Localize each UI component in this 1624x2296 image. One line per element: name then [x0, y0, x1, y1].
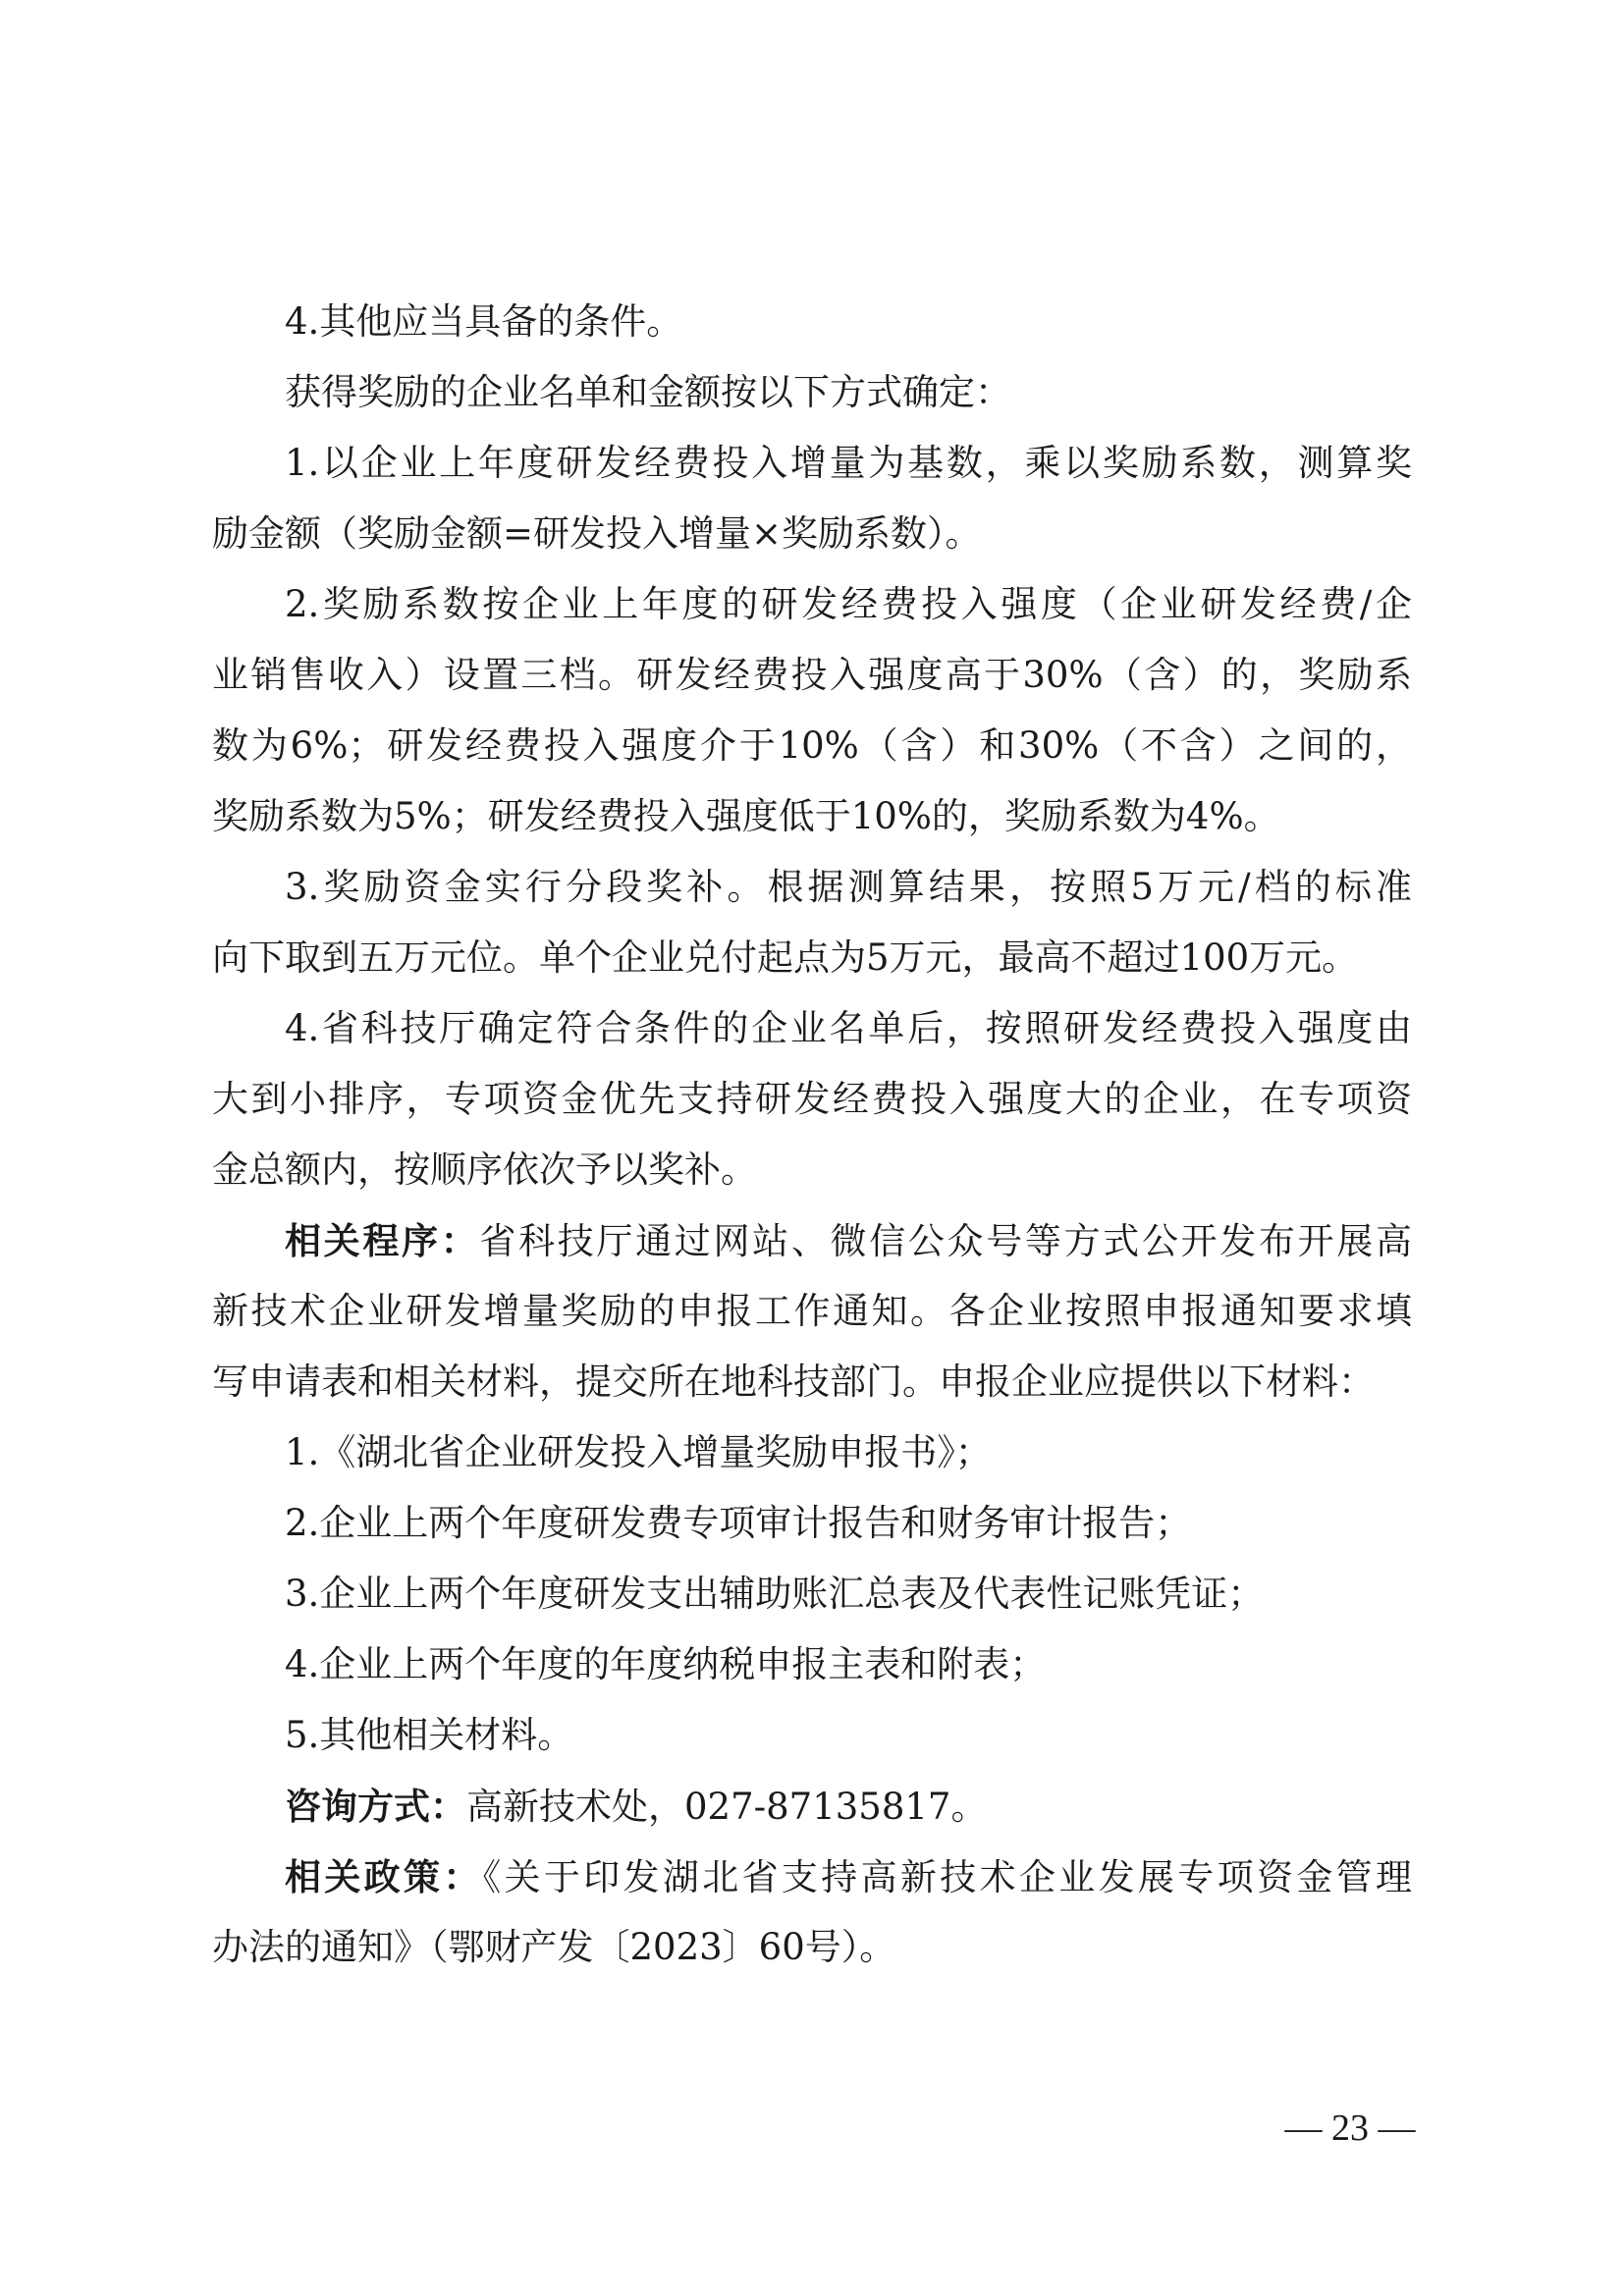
paragraph — [212, 1488, 1412, 1559]
text-line — [212, 1629, 1412, 1700]
line-text: 4.企业上两个年度的年度纳税申报主表和附表； — [285, 1643, 1047, 1685]
text-line — [212, 1912, 1412, 1983]
line-text: 大到小排序，专项资金优先支持研发经费投入强度大的企业，在专项资 — [212, 1078, 1412, 1120]
document-body — [212, 287, 1412, 1983]
text-line — [212, 1347, 1412, 1417]
text-line — [212, 711, 1412, 781]
line-text: 奖励系数为5%；研发经费投入强度低于10%的，奖励系数为4%。 — [212, 795, 1280, 837]
line-text: 办法的通知》（鄂财产发〔2023〕60号）。 — [212, 1926, 896, 1968]
text-line — [212, 1771, 1412, 1842]
text-line — [212, 852, 1412, 923]
line-text: 向下取到五万元位。单个企业兑付起点为5万元，最高不超过100万元。 — [212, 936, 1359, 979]
paragraph — [212, 1629, 1412, 1700]
text-line — [212, 357, 1412, 428]
line-text: 5.其他相关材料。 — [285, 1714, 574, 1756]
text-line — [212, 993, 1412, 1064]
line-text: 4.其他应当具备的条件。 — [285, 300, 683, 343]
paragraph — [212, 1417, 1412, 1488]
text-line — [212, 1276, 1412, 1347]
paragraph — [212, 1205, 1412, 1417]
text-line — [212, 569, 1412, 640]
paragraph — [212, 428, 1412, 569]
line-text: 高新技术处，027-87135817。 — [466, 1786, 988, 1828]
line-text: 《关于印发湖北省支持高新技术企业发展专项资金管理 — [482, 1856, 1412, 1898]
paragraph — [212, 569, 1412, 852]
paragraph — [212, 1842, 1412, 1983]
line-text: 数为6%；研发经费投入强度介于10%（含）和30%（不含）之间的， — [212, 724, 1412, 767]
line-text: 获得奖励的企业名单和金额按以下方式确定： — [285, 371, 1011, 413]
paragraph — [212, 357, 1412, 428]
paragraph — [212, 993, 1412, 1205]
text-line — [212, 923, 1412, 993]
paragraph — [212, 1700, 1412, 1771]
line-text: 新技术企业研发增量奖励的申报工作通知。各企业按照申报通知要求填 — [212, 1290, 1412, 1332]
line-text: 1.以企业上年度研发经费投入增量为基数，乘以奖励系数，测算奖 — [285, 442, 1412, 484]
line-text: 1.《湖北省企业研发投入增量奖励申报书》； — [285, 1431, 992, 1473]
paragraph — [212, 852, 1412, 993]
paragraph-label: 相关政策： — [285, 1855, 483, 1898]
line-text: 3.企业上两个年度研发支出辅助账汇总表及代表性记账凭证； — [285, 1573, 1265, 1615]
line-text: 2.企业上两个年度研发费专项审计报告和财务审计报告； — [285, 1502, 1192, 1544]
paragraph — [212, 287, 1412, 357]
paragraph — [212, 1559, 1412, 1629]
paragraph-label: 相关程序： — [285, 1219, 480, 1262]
text-line — [212, 1700, 1412, 1771]
text-line — [212, 1064, 1412, 1135]
text-line — [212, 640, 1412, 711]
text-line — [212, 1559, 1412, 1629]
text-line — [212, 428, 1412, 499]
text-line — [212, 287, 1412, 357]
text-line — [212, 499, 1412, 569]
text-line — [212, 1417, 1412, 1488]
line-text: 励金额（奖励金额=研发投入增量×奖励系数）。 — [212, 512, 982, 555]
line-text: 2.奖励系数按企业上年度的研发经费投入强度（企业研发经费/企 — [285, 583, 1412, 625]
line-text: 写申请表和相关材料，提交所在地科技部门。申报企业应提供以下材料： — [212, 1361, 1375, 1403]
line-text: 3.奖励资金实行分段奖补。根据测算结果，按照5万元/档的标准 — [285, 866, 1412, 908]
line-text: 金总额内，按顺序依次予以奖补。 — [212, 1148, 757, 1191]
line-text: 4.省科技厅确定符合条件的企业名单后，按照研发经费投入强度由 — [285, 1007, 1412, 1049]
text-line — [212, 1135, 1412, 1205]
text-line — [212, 1205, 1412, 1276]
text-line — [212, 1488, 1412, 1559]
paragraph — [212, 1771, 1412, 1842]
text-line — [212, 1842, 1412, 1912]
line-text: 省科技厅通过网站、微信公众号等方式公开发布开展高 — [479, 1220, 1412, 1262]
line-text: 业销售收入）设置三档。研发经费投入强度高于30%（含）的，奖励系 — [212, 654, 1412, 696]
paragraph-label: 咨询方式： — [285, 1785, 466, 1828]
text-line — [212, 781, 1412, 852]
page-number: — 23 — — [1284, 2108, 1416, 2149]
